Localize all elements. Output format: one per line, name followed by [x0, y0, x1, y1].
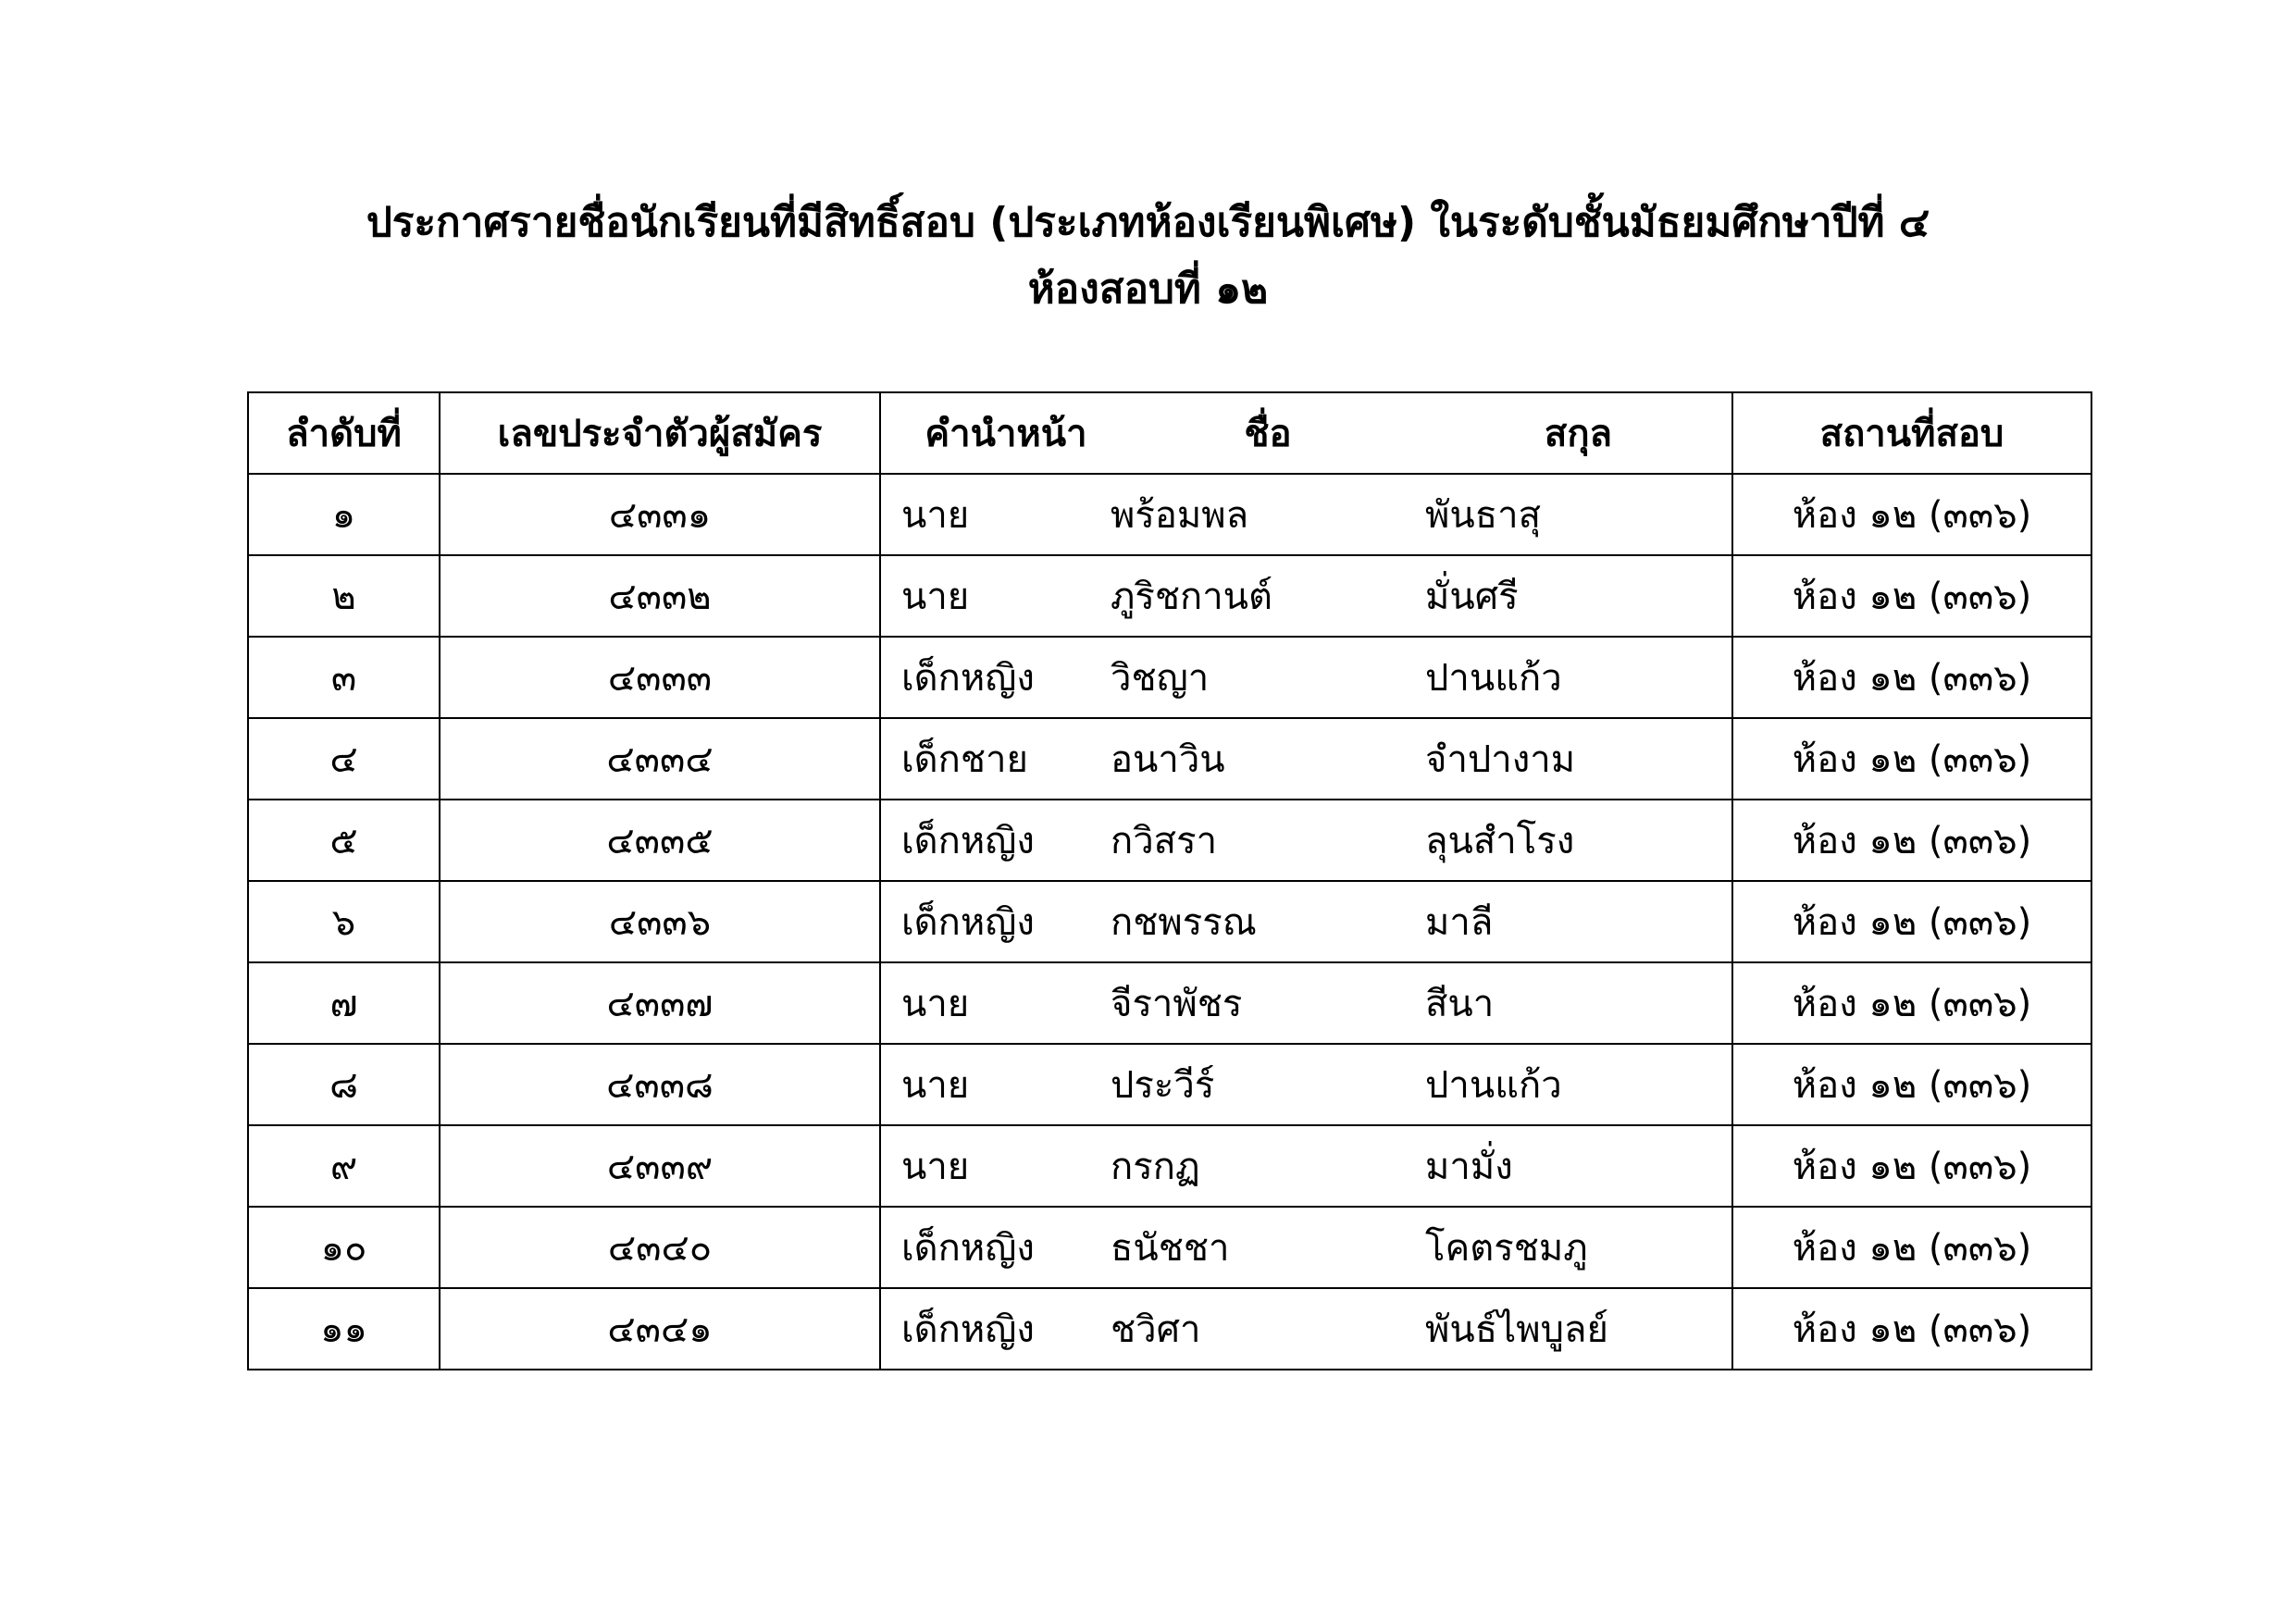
cell-exam-place: ห้อง ๑๒ (๓๓๖)	[1732, 881, 2091, 962]
cell-first-name: พร้อมพล	[1111, 494, 1249, 537]
cell-prefix: เด็กหญิง	[901, 901, 1035, 944]
cell-applicant-id: ๔๓๓๗	[440, 962, 880, 1044]
table-row	[248, 474, 2091, 555]
header-name-group	[880, 392, 1732, 474]
cell-last-name: สีนา	[1425, 983, 1495, 1025]
cell-prefix: นาย	[901, 983, 970, 1025]
cell-name-group	[880, 1288, 1732, 1370]
title-line-2: ห้องสอบที่ ๑๒	[1027, 266, 1269, 313]
cell-name-group	[880, 1125, 1732, 1207]
cell-exam-place: ห้อง ๑๒ (๓๓๖)	[1732, 718, 2091, 800]
cell-name-group	[880, 1044, 1732, 1125]
cell-last-name: ลุนสำโรง	[1425, 820, 1575, 862]
cell-applicant-id: ๔๓๓๑	[440, 474, 880, 555]
cell-first-name: วิชญา	[1111, 657, 1210, 700]
cell-prefix: นาย	[901, 1064, 970, 1107]
cell-last-name: มามั่ง	[1425, 1146, 1513, 1188]
cell-seq: ๙	[248, 1125, 440, 1207]
header-prefix: คำนำหน้า	[925, 413, 1087, 455]
cell-first-name: ประวีร์	[1111, 1064, 1215, 1107]
cell-name-group	[880, 474, 1732, 555]
cell-seq: ๑๐	[248, 1207, 440, 1288]
cell-applicant-id: ๔๓๓๔	[440, 718, 880, 800]
cell-name-group	[880, 881, 1732, 962]
cell-last-name: โคตรชมภู	[1425, 1227, 1588, 1270]
cell-last-name: มาลี	[1425, 901, 1494, 944]
cell-first-name: ธนัชชา	[1111, 1227, 1230, 1270]
table-row	[248, 800, 2091, 881]
cell-name-group	[880, 800, 1732, 881]
cell-first-name: ชวิศา	[1111, 1308, 1201, 1351]
table-row	[248, 718, 2091, 800]
cell-first-name: อนาวิน	[1111, 738, 1225, 781]
cell-first-name: จีราพัชร	[1111, 983, 1243, 1025]
cell-exam-place: ห้อง ๑๒ (๓๓๖)	[1732, 962, 2091, 1044]
cell-prefix: นาย	[901, 576, 970, 618]
table-row	[248, 962, 2091, 1044]
cell-prefix: นาย	[901, 494, 970, 537]
cell-last-name: พันธาสุ	[1425, 494, 1541, 537]
cell-name-group	[880, 555, 1732, 637]
cell-applicant-id: ๔๓๔๑	[440, 1288, 880, 1370]
cell-exam-place: ห้อง ๑๒ (๓๓๖)	[1732, 1288, 2091, 1370]
document-title	[0, 190, 2296, 323]
cell-prefix: เด็กหญิง	[901, 1227, 1035, 1270]
cell-seq: ๕	[248, 800, 440, 881]
header-applicant-id: เลขประจำตัวผู้สมัคร	[440, 392, 880, 474]
cell-applicant-id: ๔๓๔๐	[440, 1207, 880, 1288]
table-row	[248, 881, 2091, 962]
table-row	[248, 1125, 2091, 1207]
cell-seq: ๒	[248, 555, 440, 637]
cell-applicant-id: ๔๓๓๖	[440, 881, 880, 962]
cell-seq: ๗	[248, 962, 440, 1044]
cell-exam-place: ห้อง ๑๒ (๓๓๖)	[1732, 1044, 2091, 1125]
cell-name-group	[880, 1207, 1732, 1288]
cell-applicant-id: ๔๓๓๒	[440, 555, 880, 637]
cell-applicant-id: ๔๓๓๓	[440, 637, 880, 718]
cell-seq: ๓	[248, 637, 440, 718]
cell-last-name: มั่นศรี	[1425, 576, 1519, 618]
cell-prefix: เด็กหญิง	[901, 820, 1035, 862]
student-roster-table	[247, 391, 2092, 1370]
cell-applicant-id: ๔๓๓๘	[440, 1044, 880, 1125]
table-row	[248, 1044, 2091, 1125]
cell-exam-place: ห้อง ๑๒ (๓๓๖)	[1732, 555, 2091, 637]
cell-first-name: กชพรรณ	[1111, 901, 1257, 944]
table-row	[248, 555, 2091, 637]
cell-prefix: เด็กหญิง	[901, 1308, 1035, 1351]
cell-prefix: เด็กหญิง	[901, 657, 1035, 700]
table-body	[248, 474, 2091, 1370]
cell-seq: ๑๑	[248, 1288, 440, 1370]
table-header-row	[248, 392, 2091, 474]
cell-first-name: ภูริชกานต์	[1111, 576, 1272, 618]
cell-name-group	[880, 962, 1732, 1044]
cell-exam-place: ห้อง ๑๒ (๓๓๖)	[1732, 474, 2091, 555]
table-row	[248, 637, 2091, 718]
table-row	[248, 1207, 2091, 1288]
header-exam-place: สถานที่สอบ	[1732, 392, 2091, 474]
table-row	[248, 1288, 2091, 1370]
cell-last-name: ปานแก้ว	[1425, 657, 1562, 700]
cell-name-group	[880, 718, 1732, 800]
cell-last-name: ปานแก้ว	[1425, 1064, 1562, 1107]
cell-last-name: พันธ์ไพบูลย์	[1425, 1308, 1608, 1351]
cell-exam-place: ห้อง ๑๒ (๓๓๖)	[1732, 1207, 2091, 1288]
header-seq: ลำดับที่	[248, 392, 440, 474]
cell-applicant-id: ๔๓๓๕	[440, 800, 880, 881]
cell-applicant-id: ๔๓๓๙	[440, 1125, 880, 1207]
cell-exam-place: ห้อง ๑๒ (๓๓๖)	[1732, 800, 2091, 881]
cell-first-name: กวิสรา	[1111, 820, 1218, 862]
cell-name-group	[880, 637, 1732, 718]
cell-last-name: จำปางาม	[1425, 738, 1576, 781]
cell-prefix: เด็กชาย	[901, 738, 1028, 781]
title-line-1: ประกาศรายชื่อนักเรียนที่มีสิทธิ์สอบ (ประเภทห้องเรียนพิเศษ) ในระดับชั้นมัธยมศึกษาปีที่ ๔	[366, 199, 1930, 246]
cell-exam-place: ห้อง ๑๒ (๓๓๖)	[1732, 637, 2091, 718]
cell-seq: ๖	[248, 881, 440, 962]
cell-first-name: กรกฏ	[1111, 1146, 1200, 1188]
cell-prefix: นาย	[901, 1146, 970, 1188]
cell-seq: ๔	[248, 718, 440, 800]
header-last-name: สกุล	[1544, 413, 1613, 455]
cell-seq: ๘	[248, 1044, 440, 1125]
cell-seq: ๑	[248, 474, 440, 555]
header-first-name: ชื่อ	[1244, 413, 1292, 455]
cell-exam-place: ห้อง ๑๒ (๓๓๖)	[1732, 1125, 2091, 1207]
